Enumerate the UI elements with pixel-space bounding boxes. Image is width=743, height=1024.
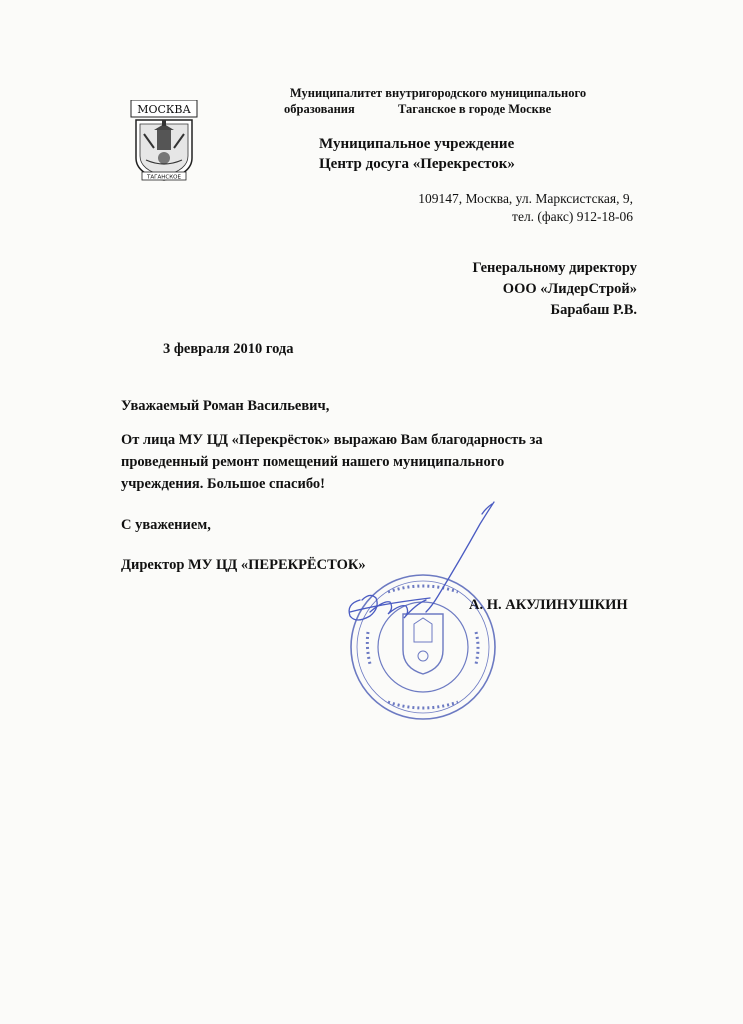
paragraph-line-3: учреждения. Большое спасибо! <box>121 476 325 492</box>
recipient-company: ООО «ЛидерСтрой» <box>502 281 637 297</box>
organization-line-2: Центр досуга «Перекресток» <box>319 156 515 172</box>
greeting: Уважаемый Роман Васильевич, <box>121 398 330 414</box>
moscow-district-coat-of-arms-icon <box>130 100 198 182</box>
recipient-name: Барабаш Р.В. <box>550 302 637 318</box>
recipient-title: Генеральному директору <box>472 260 637 276</box>
signer-name: А. Н. АКУЛИНУШКИН <box>469 597 628 613</box>
municipality-line-2b: Таганское в городе Москве <box>398 102 552 116</box>
letter-date: 3 февраля 2010 года <box>163 341 294 357</box>
emblem-top-text: МОСКВА <box>137 103 191 116</box>
paragraph-line-1: От лица МУ ЦД «Перекрёсток» выражаю Вам благодарность за <box>121 432 543 448</box>
municipality-line-2a: образования <box>284 102 355 116</box>
handwritten-signature-icon <box>340 500 500 640</box>
director-title: Директор МУ ЦД «ПЕРЕКРЁСТОК» <box>121 557 366 573</box>
closing: С уважением, <box>121 517 211 533</box>
phone: тел. (факс) 912-18-06 <box>512 209 633 224</box>
emblem-bottom-text: ТАГАНСКОЕ <box>147 174 181 181</box>
municipality-line-1: Муниципалитет внутригородского муниципального <box>289 86 587 100</box>
address: 109147, Москва, ул. Марксистская, 9, <box>418 191 633 206</box>
organization-line-1: Муниципальное учреждение <box>319 136 515 152</box>
paragraph-line-2: проведенный ремонт помещений нашего муниципального <box>121 454 505 470</box>
